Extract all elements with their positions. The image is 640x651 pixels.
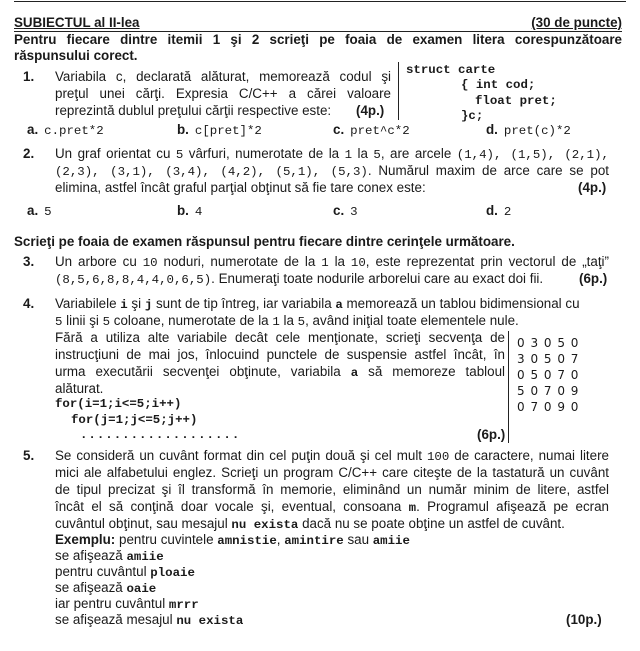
item-1-points: (4p.) <box>356 103 385 118</box>
item-1-option-b <box>177 122 262 138</box>
text: urma executării secvenţei obţinute, variabila <box>55 364 351 379</box>
option-letter: d. <box>486 122 498 137</box>
text: 1 <box>272 315 280 329</box>
text: oaie <box>126 582 157 596</box>
item-3-points: (6p.) <box>579 271 608 286</box>
item-4-line-1 <box>55 296 580 312</box>
text: Un graf orientat cu <box>55 146 176 161</box>
item-1-divider <box>398 62 399 120</box>
top-rule <box>14 1 626 2</box>
text: sau <box>343 532 373 547</box>
text: să memoreze tabloul <box>358 364 506 379</box>
text: j <box>144 298 153 312</box>
option-value: pret(c)*2 <box>503 124 571 138</box>
text: m <box>408 501 417 515</box>
text: amnistie <box>217 534 277 548</box>
text: memorează un tablou bidimensional cu <box>342 296 580 311</box>
item-2-number: 2. <box>23 146 35 161</box>
item-1-option-a <box>27 122 104 138</box>
text: încât el să conţină doar vocale şi, eventual, consoana <box>55 499 409 514</box>
text: pentru cuvintele <box>115 532 218 547</box>
text: , <box>276 532 285 547</box>
item-4-number: 4. <box>23 296 35 311</box>
code-line: struct carte <box>406 63 496 77</box>
item-3-line-2 <box>55 271 543 287</box>
text: Un arbore cu <box>55 254 143 269</box>
item-4-line-5 <box>55 364 505 380</box>
text: dacă nu se poate obţine un astfel de cuvânt. <box>298 516 565 531</box>
text: a <box>335 298 343 312</box>
example-line-2 <box>55 548 164 564</box>
text: . Numărul maxim de arce care se pot <box>367 163 609 178</box>
text: nu exista <box>231 518 299 532</box>
item-5-line-3: de tipul precizat şi îl transformă în memorie, eliminând un număr minim de litere, astfel <box>55 482 609 497</box>
code-line: for(i=1;i<=5;i++) <box>55 397 182 411</box>
code-line: float pret; <box>475 94 557 108</box>
text: 100 <box>426 450 450 464</box>
example-line-1 <box>55 532 410 548</box>
item-4-divider <box>508 331 509 443</box>
item-4-line-2 <box>55 313 519 329</box>
item-4-line-3: Fără a utiliza alte variabile decât cele menţionate, scrieţi secvenţa de <box>55 330 505 345</box>
text: linii şi <box>62 313 103 328</box>
item-4-line-4: instrucţiuni de mai jos, înlocuind punctele de suspensie astfel încât, în <box>55 347 505 362</box>
section-header <box>14 15 622 32</box>
text: pentru cuvântul <box>55 564 151 579</box>
text: 5 <box>297 315 306 329</box>
text: cuvântul obţinut, sau mesajul <box>55 516 232 531</box>
text: 5 <box>102 315 111 329</box>
text: la <box>328 254 351 269</box>
example-line-4 <box>55 580 156 596</box>
text: la <box>279 313 298 328</box>
option-letter: b. <box>177 203 189 218</box>
item-5-line-5 <box>55 516 565 532</box>
instructions-line-2: răspunsului corect. <box>14 48 138 63</box>
item-1-line-1 <box>55 69 391 84</box>
option-value: pret^c*2 <box>350 124 410 138</box>
item-2-points: (4p.) <box>578 180 607 195</box>
text: . Enumeraţi toate nodurile arborelui care au exact doi fii. <box>211 271 544 286</box>
code-line: }c; <box>461 109 484 123</box>
option-letter: b. <box>177 122 189 137</box>
code-placeholder: ................... <box>80 428 241 442</box>
text: . Programul afişează pe ecran <box>416 499 610 514</box>
matrix-row: 3 0 5 0 7 <box>517 352 579 366</box>
text: mrrr <box>168 598 199 612</box>
matrix-row: 0 5 0 7 0 <box>517 368 579 382</box>
example-line-5 <box>55 596 199 612</box>
item-1-option-c <box>333 122 410 138</box>
item-1-option-d <box>486 122 571 138</box>
text: amintire <box>284 534 344 548</box>
text: Variabilele <box>55 296 121 311</box>
text: nu exista <box>176 614 244 628</box>
matrix-row: 0 3 0 5 0 <box>517 336 579 350</box>
text: Se consideră un cuvânt format din cel puţin două şi cel mult <box>55 448 427 463</box>
text: a <box>350 366 359 380</box>
text: , având iniţial toate elementele nule. <box>305 313 519 328</box>
text: ploaie <box>150 566 195 580</box>
item-1-text: Variabila c, declarată alăturat, memorează codul şi <box>55 69 391 84</box>
item-1-line-3: reprezintă dublul preţului cărţii respective este: <box>55 103 332 118</box>
option-value: 4 <box>194 205 203 219</box>
item-3-number: 3. <box>23 254 35 269</box>
option-letter: a. <box>27 122 39 137</box>
instructions-line-1: Pentru fiecare dintre itemii 1 şi 2 scrieţi pe foaia de examen litera corespunzătoare <box>14 32 622 47</box>
text: şi <box>127 296 145 311</box>
text: de caractere, numai litere <box>449 448 610 463</box>
option-letter: c. <box>333 203 345 218</box>
text: 5 <box>55 315 63 329</box>
item-2-line-2 <box>55 163 609 179</box>
text: , este reprezentat prin vectorul de „taţi” <box>365 254 609 269</box>
code-line: { int cod; <box>461 78 536 92</box>
option-letter: a. <box>27 203 39 218</box>
text: 10 <box>142 256 158 270</box>
item-4-line-6: alăturat. <box>55 381 104 396</box>
item-5-line-2: mici ale alfabetului englez. Scrieţi un program C/C++ care citeşte de la tastatură un cuvânt <box>55 465 609 480</box>
text: i <box>120 298 128 312</box>
example-label: Exemplu: <box>55 532 116 547</box>
item-1-line-2: preţul unei cărţi. Expresia C/C++ a cărei valoare <box>55 86 391 101</box>
text: coloane, numerotate de la <box>110 313 273 328</box>
code-line: for(j=1;j<=5;j++) <box>71 413 198 427</box>
item-2-line-3: elimina, astfel încât graful parţial obţinut să fie tare conex este: <box>55 180 426 195</box>
option-value: 2 <box>503 205 512 219</box>
item-3-line-1 <box>55 254 609 270</box>
text: la <box>352 146 374 161</box>
section-points: (30 de puncte) <box>531 15 622 30</box>
option-letter: c. <box>333 122 345 137</box>
arcs: (1,4), (1,5), (2,1), <box>456 148 609 162</box>
section-title: SUBIECTUL al II-lea <box>14 15 140 30</box>
text: amiie <box>372 534 410 548</box>
option-letter: d. <box>486 203 498 218</box>
text: 10 <box>350 256 366 270</box>
item-4-points: (6p.) <box>477 427 506 442</box>
text: 5 <box>373 148 381 162</box>
text: , are arcele <box>380 146 457 161</box>
text: se afişează <box>55 548 127 563</box>
parent-vector: (8,5,6,8,8,4,4,0,6,5) <box>55 273 212 287</box>
item-5-number: 5. <box>23 448 35 463</box>
example-line-3 <box>55 564 195 580</box>
item-5-line-1 <box>55 448 609 464</box>
text: vârfuri, numerotate de la <box>183 146 345 161</box>
example-line-6 <box>55 612 243 628</box>
arcs: (2,3), (3,1), (3,4), (4,2), (5,1), (5,3) <box>55 165 368 179</box>
item-2-line-1 <box>55 146 609 162</box>
instructions-2: Scrieţi pe foaia de examen răspunsul pentru fiecare dintre cerinţele următoare. <box>14 234 515 249</box>
text: sunt de tip întreg, iar variabila <box>152 296 336 311</box>
item-2-option-c <box>333 203 358 219</box>
item-5-points: (10p.) <box>566 612 602 627</box>
option-value: c.pret*2 <box>44 124 104 138</box>
matrix-row: 5 0 7 0 9 <box>517 384 579 398</box>
item-2-option-b <box>177 203 202 219</box>
text: amiie <box>126 550 164 564</box>
text: se afişează mesajul <box>55 612 177 627</box>
text: 5 <box>175 148 184 162</box>
text: 1 <box>321 256 329 270</box>
item-2-option-a <box>27 203 52 219</box>
option-value: 3 <box>350 205 358 219</box>
text: iar pentru cuvântul <box>55 596 169 611</box>
item-2-option-d <box>486 203 511 219</box>
text: se afişează <box>55 580 127 595</box>
item-1-number: 1. <box>23 69 35 84</box>
matrix-row: 0 7 0 9 0 <box>517 400 579 414</box>
item-5-line-4 <box>55 499 609 515</box>
text: noduri, numerotate de la <box>157 254 322 269</box>
text: 1 <box>344 148 353 162</box>
option-value: 5 <box>44 205 52 219</box>
option-value: c[pret]*2 <box>194 124 262 138</box>
